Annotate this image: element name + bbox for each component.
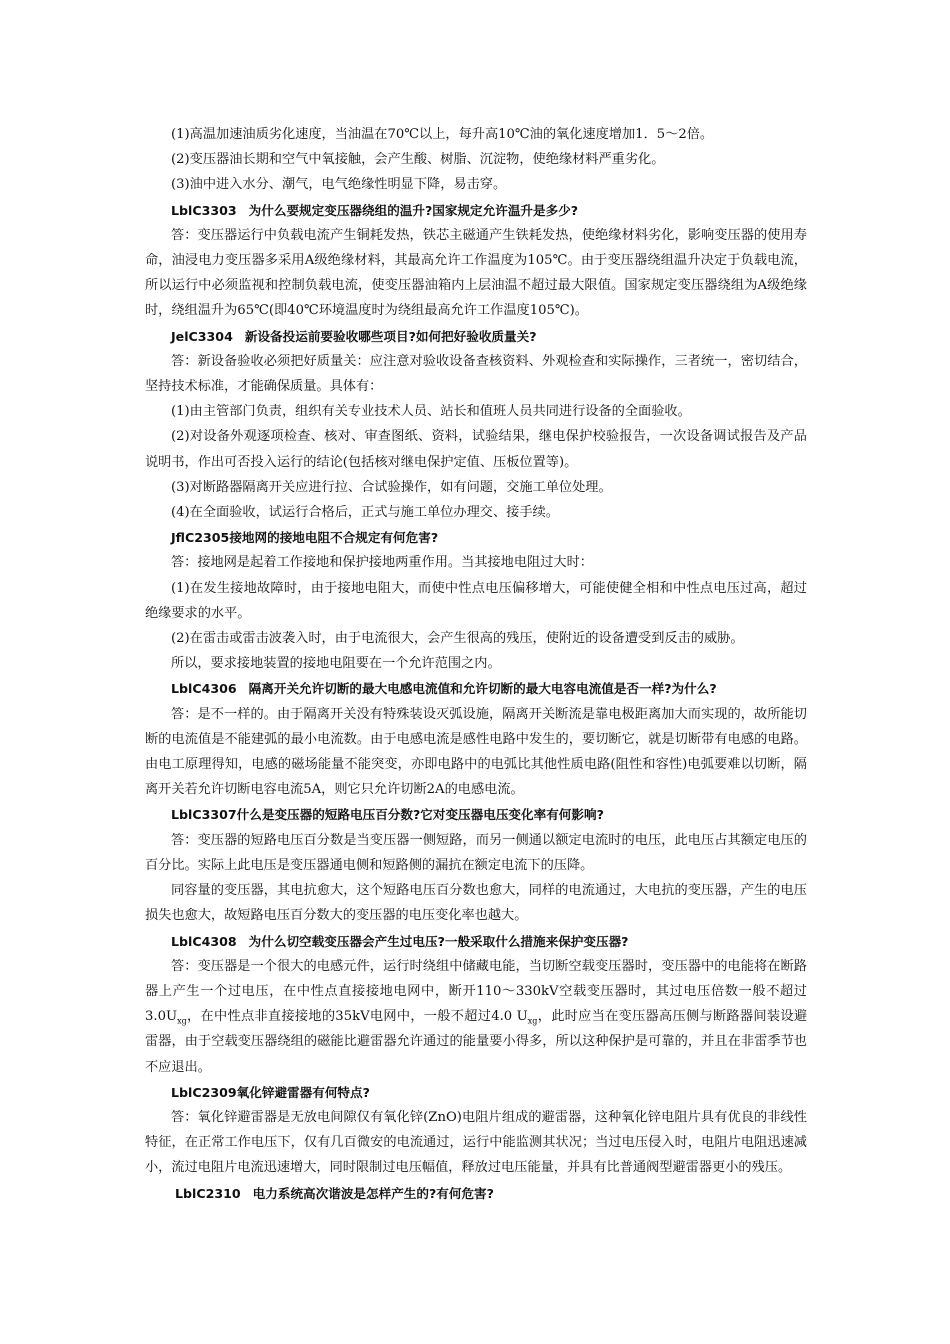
question-code: LblC3303 — [171, 202, 237, 218]
paragraph: (2)变压器油长期和空气中氧接触，会产生酸、树脂、沉淀物，使绝缘材料严重劣化。 — [171, 152, 665, 168]
paragraph: (3)对断路器隔离开关应进行拉、合试验操作，如有问题，交施工单位处理。 — [171, 479, 612, 495]
question-title: 什么是变压器的短路电压百分数?它对变压器电压变化率有何影响? — [236, 807, 604, 823]
paragraph: (1)在发生接地故障时，由于接地电阻大，而使中性点电压偏移增大，可能使健全相和中性点电压过高，超过绝缘要求的水平。 — [145, 580, 807, 621]
paragraph: (4)在全面验收，试运行合格后，正式与施工单位办理交、接手续。 — [171, 505, 559, 521]
paragraph: 答：接地网是起着工作接地和保护接地两重作用。当其接地电阻过大时： — [171, 555, 593, 571]
question-heading — [145, 324, 807, 349]
question-title: 接地网的接地电阻不合规定有何危害? — [229, 530, 439, 546]
question-title: 新设备投运前要验收哪些项目?如何把好验收质量关? — [244, 328, 537, 344]
paragraph: (2)在雷击或雷击波袭入时，由于电流很大，会产生很高的残压，使附近的设备遭受到反击的威胁。 — [171, 631, 744, 647]
question-title: 隔离开关允许切断的最大电感电流值和允许切断的最大电容电流值是否一样?为什么? — [248, 681, 717, 697]
paragraph: 所以，要求接地装置的接地电阻要在一个允许范围之内。 — [171, 656, 501, 672]
question-code: LblC2310 — [175, 1185, 241, 1201]
question-heading — [145, 929, 807, 954]
question-heading — [145, 802, 807, 827]
paragraph: 同容量的变压器，其电抗愈大，这个短路电压百分数也愈大，同样的电流通过，大电抗的变压器，产生的电压损失也愈大，故短路电压百分数大的变压器的电压变化率也越大。 — [145, 883, 807, 924]
question-code: LblC4308 — [171, 933, 237, 949]
question-heading — [145, 1080, 807, 1105]
paragraph: (1)由主管部门负责，组织有关专业技术人员、站长和值班人员共同进行设备的全面验收。 — [171, 404, 691, 420]
paragraph: 答：变压器的短路电压百分数是当变压器一侧短路，而另一侧通以额定电流时的电压，此电压占其额定电压的百分比。实际上此电压是变压器通电侧和短路侧的漏抗在额定电流下的压降。 — [145, 832, 807, 873]
question-code: LblC3307 — [171, 807, 237, 823]
question-title: 为什么切空载变压器会产生过电压?一般采取什么措施来保护变压器? — [248, 933, 629, 949]
paragraph: 答：新设备验收必须把好质量关：应注意对验收设备查核资料、外观检查和实际操作，三者统一，密切结合，坚持技术标准，才能确保质量。具体有： — [145, 353, 807, 395]
question-heading — [145, 525, 807, 550]
paragraph: 答：氧化锌避雷器是无放电间隙仅有氧化锌(ZnO)电阻片组成的避雷器，这种氧化锌电阻片具有优良的非线性特征，在正常工作电压下，仅有几百微安的电流通过，运行中能监测其状况；当过电压侵入时，电阻片电阻迅速减小，流过电阻片电流迅速增大，同时限制过电压幅值，释放过电压能量，并具有比普通阀型避雷器更小的残压。 — [145, 1109, 807, 1176]
question-heading — [145, 198, 807, 223]
question-heading — [145, 1181, 807, 1206]
paragraph: (3)油中进入水分、潮气，电气绝缘性明显下降，易击穿。 — [171, 177, 507, 193]
paragraph: 答：变压器运行中负载电流产生铜耗发热，铁芯主磁通产生铁耗发热，使绝缘材料劣化，影响变压器的使用寿命，油浸电力变压器多采用A级绝缘材料，其最高允许工作温度为105℃。由于变压器绕组温升决定于负载电流，所以运行中必须监视和控制负载电流，使变压器油箱内上层油温不超过最大限值。国家规定变压器绕组为A级绝缘时，绕组温升为65℃(即40℃环境温度时为绕组最高允许工作温度105℃)。 — [145, 227, 807, 319]
paragraph: 答：是不一样的。由于隔离开关没有特殊装设灭弧设施，隔离开关断流是靠电极距离加大而实现的，故所能切断的电流值是不能建弧的最小电流数。由于电感电流是感性电路中发生的，要切断它，就是切断带有电感的电路。由电工原理得知，电感的磁场能量不能突变，亦即电路中的电弧比其他性质电路(阻性和容性)电弧要难以切断，隔离开关若允许切断电容电流5A，则它只允许切断2A的电感电流。 — [145, 706, 807, 798]
question-code: JflC2305 — [171, 530, 230, 546]
question-code: LblC2309 — [171, 1084, 237, 1100]
question-title: 电力系统高次谐波是怎样产生的?有何危害? — [252, 1185, 494, 1201]
question-title: 为什么要规定变压器绕组的温升?国家规定允许温升是多少? — [248, 202, 579, 218]
paragraph: (2)对设备外观逐项检查、核对、审查图纸、资料，试验结果，继电保护校验报告，一次设备调试报告及产品说明书，作出可否投入运行的结论(包括核对继电保护定值、压板位置等)。 — [145, 429, 807, 470]
document-page — [145, 122, 807, 1206]
question-title: 氧化锌避雷器有何特点? — [236, 1084, 370, 1100]
paragraph: (1)高温加速油质劣化速度，当油温在70℃以上，每升高10℃油的氧化速度增加1．5～2倍。 — [171, 127, 714, 142]
question-code: LblC4306 — [171, 681, 237, 697]
question-heading — [145, 676, 807, 701]
question-code: JelC3304 — [171, 328, 233, 344]
paragraph: 答：变压器是一个很大的电感元件，运行时绕组中储藏电能，当切断空载变压器时，变压器中的电能将在断路器上产生一个过电压，在中性点直接接地电网中，断开110～330kV空载变压器时，其过电压倍数一般不超过$3.0U_{xg}$，在中性点非直接接地的35kV电网中，一般不超过4.0 $U_{xg}$，此时应当在变压器高压侧与断路器间装设避雷器，由于空载变压器绕组的磁能比避雷器允许通过的能量要小得多，所以这种保护是可靠的，并且在非雷季节也不应退出。 — [145, 958, 808, 1075]
